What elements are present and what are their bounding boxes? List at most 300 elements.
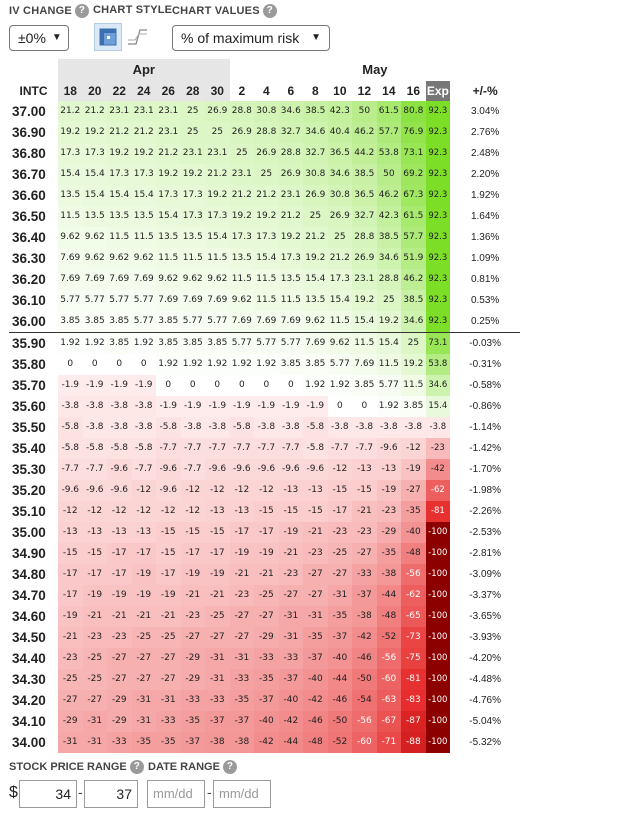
value-cell[interactable]: -13 xyxy=(107,522,132,543)
value-cell[interactable]: -38 xyxy=(377,564,402,585)
value-cell[interactable]: 19.2 xyxy=(205,185,230,206)
value-cell[interactable]: 11.5 xyxy=(352,333,377,355)
value-cell[interactable]: 57.7 xyxy=(401,227,426,248)
value-cell[interactable]: 13.5 xyxy=(107,206,132,227)
value-cell[interactable]: -23 xyxy=(230,585,255,606)
value-cell[interactable]: 21.2 xyxy=(107,122,132,143)
value-cell[interactable]: -27 xyxy=(401,480,426,501)
value-cell[interactable]: -31 xyxy=(58,732,83,753)
value-cell[interactable]: 5.77 xyxy=(107,290,132,311)
value-cell[interactable]: -83 xyxy=(401,690,426,711)
value-cell[interactable]: -9.6 xyxy=(107,459,132,480)
value-cell[interactable]: -27 xyxy=(132,648,157,669)
value-cell[interactable]: -3.8 xyxy=(132,417,157,438)
value-cell[interactable]: 7.69 xyxy=(58,269,83,290)
value-cell[interactable]: 34.6 xyxy=(279,101,304,122)
value-cell[interactable]: 7.69 xyxy=(230,311,255,333)
value-cell[interactable]: 3.85 xyxy=(156,333,181,355)
value-cell[interactable]: -35 xyxy=(303,627,328,648)
value-cell[interactable]: -23 xyxy=(377,501,402,522)
value-cell[interactable]: -17 xyxy=(230,522,255,543)
value-cell[interactable]: -9.6 xyxy=(205,459,230,480)
value-cell[interactable]: 36.5 xyxy=(352,185,377,206)
value-cell[interactable]: 3.85 xyxy=(279,354,304,375)
expiration-header[interactable]: Exp xyxy=(426,81,451,101)
value-cell[interactable]: 34.6 xyxy=(426,375,451,396)
value-cell[interactable]: 11.5 xyxy=(230,269,255,290)
value-cell[interactable]: 21.2 xyxy=(58,101,83,122)
value-cell[interactable]: 17.3 xyxy=(83,143,108,164)
value-cell[interactable]: 67.3 xyxy=(401,185,426,206)
value-cell[interactable]: 92.3 xyxy=(426,101,451,122)
value-cell[interactable]: 17.3 xyxy=(254,227,279,248)
day-header[interactable]: 12 xyxy=(352,81,377,101)
value-cell[interactable]: -17 xyxy=(181,543,206,564)
value-cell[interactable]: -1.9 xyxy=(83,375,108,396)
value-cell[interactable]: 46.2 xyxy=(377,185,402,206)
value-cell[interactable]: -5.8 xyxy=(58,438,83,459)
value-cell[interactable]: -27 xyxy=(303,585,328,606)
value-cell[interactable]: -27 xyxy=(230,627,255,648)
value-cell[interactable]: 13.5 xyxy=(303,290,328,311)
value-cell[interactable]: -35 xyxy=(377,543,402,564)
value-cell[interactable]: -42 xyxy=(426,459,451,480)
value-cell[interactable]: 1.92 xyxy=(83,333,108,355)
value-cell[interactable]: -25 xyxy=(83,669,108,690)
value-cell[interactable]: -67 xyxy=(377,711,402,732)
value-cell[interactable]: -17 xyxy=(58,564,83,585)
value-cell[interactable]: -37 xyxy=(303,648,328,669)
value-cell[interactable]: 23.1 xyxy=(156,122,181,143)
value-cell[interactable]: -19 xyxy=(377,480,402,501)
value-cell[interactable]: 19.2 xyxy=(107,143,132,164)
value-cell[interactable]: -81 xyxy=(401,669,426,690)
value-cell[interactable]: 19.2 xyxy=(58,122,83,143)
value-cell[interactable]: -1.9 xyxy=(254,396,279,417)
value-cell[interactable]: 32.7 xyxy=(279,122,304,143)
value-cell[interactable]: -27 xyxy=(303,564,328,585)
value-cell[interactable]: 34.6 xyxy=(303,122,328,143)
value-cell[interactable]: 1.92 xyxy=(254,354,279,375)
value-cell[interactable]: -62 xyxy=(401,585,426,606)
value-cell[interactable]: -1.9 xyxy=(107,375,132,396)
value-cell[interactable]: 25 xyxy=(303,206,328,227)
value-cell[interactable]: -40 xyxy=(303,669,328,690)
value-cell[interactable]: 0 xyxy=(58,354,83,375)
value-cell[interactable]: 15.4 xyxy=(107,185,132,206)
value-cell[interactable]: -44 xyxy=(328,669,353,690)
value-cell[interactable]: 9.62 xyxy=(83,227,108,248)
day-header[interactable]: 20 xyxy=(83,81,108,101)
value-cell[interactable]: 26.9 xyxy=(352,248,377,269)
value-cell[interactable]: 50 xyxy=(352,101,377,122)
value-cell[interactable]: 17.3 xyxy=(181,206,206,227)
iv-change-select[interactable]: ±0% ▼ xyxy=(9,25,69,51)
value-cell[interactable]: 13.5 xyxy=(230,248,255,269)
value-cell[interactable]: 53.8 xyxy=(377,143,402,164)
value-cell[interactable]: -15 xyxy=(181,522,206,543)
value-cell[interactable]: -3.8 xyxy=(401,417,426,438)
value-cell[interactable]: 11.5 xyxy=(181,248,206,269)
value-cell[interactable]: 92.3 xyxy=(426,290,451,311)
value-cell[interactable]: -71 xyxy=(377,732,402,753)
value-cell[interactable]: 92.3 xyxy=(426,269,451,290)
price-to-input[interactable]: 37 xyxy=(84,780,138,808)
value-cell[interactable]: -19 xyxy=(107,585,132,606)
value-cell[interactable]: 11.5 xyxy=(279,290,304,311)
value-cell[interactable]: 19.2 xyxy=(303,248,328,269)
value-cell[interactable]: 32.7 xyxy=(352,206,377,227)
value-cell[interactable]: 5.77 xyxy=(279,333,304,355)
value-cell[interactable]: -9.6 xyxy=(254,459,279,480)
value-cell[interactable]: -3.8 xyxy=(279,417,304,438)
value-cell[interactable]: 1.92 xyxy=(205,354,230,375)
value-cell[interactable]: -25 xyxy=(205,606,230,627)
value-cell[interactable]: -27 xyxy=(352,543,377,564)
value-cell[interactable]: -21 xyxy=(254,564,279,585)
value-cell[interactable]: -46 xyxy=(303,711,328,732)
value-cell[interactable]: -1.9 xyxy=(303,396,328,417)
value-cell[interactable]: 7.69 xyxy=(132,269,157,290)
value-cell[interactable]: -9.6 xyxy=(156,459,181,480)
value-cell[interactable]: 11.5 xyxy=(254,290,279,311)
day-header[interactable]: 4 xyxy=(254,81,279,101)
value-cell[interactable]: -19 xyxy=(132,564,157,585)
value-cell[interactable]: 28.8 xyxy=(352,227,377,248)
value-cell[interactable]: -12 xyxy=(181,501,206,522)
value-cell[interactable]: 19.2 xyxy=(254,206,279,227)
value-cell[interactable]: -48 xyxy=(377,606,402,627)
value-cell[interactable]: -27 xyxy=(205,627,230,648)
value-cell[interactable]: 34.6 xyxy=(401,311,426,333)
value-cell[interactable]: 7.69 xyxy=(254,311,279,333)
value-cell[interactable]: -7.7 xyxy=(205,438,230,459)
value-cell[interactable]: 3.85 xyxy=(303,354,328,375)
value-cell[interactable]: 73.1 xyxy=(401,143,426,164)
value-cell[interactable]: -12 xyxy=(83,501,108,522)
value-cell[interactable]: 23.1 xyxy=(107,101,132,122)
value-cell[interactable]: 0 xyxy=(230,375,255,396)
value-cell[interactable]: -27 xyxy=(107,669,132,690)
value-cell[interactable]: -3.8 xyxy=(328,417,353,438)
value-cell[interactable]: 46.2 xyxy=(401,269,426,290)
value-cell[interactable]: -40 xyxy=(279,690,304,711)
value-cell[interactable]: 19.2 xyxy=(83,122,108,143)
value-cell[interactable]: 7.69 xyxy=(107,269,132,290)
value-cell[interactable]: -21 xyxy=(352,501,377,522)
value-cell[interactable]: 5.77 xyxy=(377,375,402,396)
value-cell[interactable]: -27 xyxy=(58,690,83,711)
value-cell[interactable]: -29 xyxy=(377,522,402,543)
value-cell[interactable]: -54 xyxy=(352,690,377,711)
value-cell[interactable]: 17.3 xyxy=(58,143,83,164)
value-cell[interactable]: -27 xyxy=(132,669,157,690)
value-cell[interactable]: 13.5 xyxy=(156,227,181,248)
value-cell[interactable]: -15 xyxy=(328,480,353,501)
value-cell[interactable]: -7.7 xyxy=(181,459,206,480)
value-cell[interactable]: -15 xyxy=(303,501,328,522)
value-cell[interactable]: -17 xyxy=(58,585,83,606)
value-cell[interactable]: -38 xyxy=(205,732,230,753)
value-cell[interactable]: -56 xyxy=(377,648,402,669)
value-cell[interactable]: -12 xyxy=(205,480,230,501)
value-cell[interactable]: -29 xyxy=(254,627,279,648)
value-cell[interactable]: -7.7 xyxy=(352,438,377,459)
value-cell[interactable]: -12 xyxy=(58,501,83,522)
value-cell[interactable]: -23 xyxy=(83,627,108,648)
value-cell[interactable]: 0 xyxy=(279,375,304,396)
value-cell[interactable]: 15.4 xyxy=(303,269,328,290)
value-cell[interactable]: -3.8 xyxy=(83,396,108,417)
value-cell[interactable]: 15.4 xyxy=(205,227,230,248)
value-cell[interactable]: -9.6 xyxy=(279,459,304,480)
value-cell[interactable]: -33 xyxy=(156,711,181,732)
value-cell[interactable]: -21 xyxy=(303,522,328,543)
value-cell[interactable]: 5.77 xyxy=(254,333,279,355)
value-cell[interactable]: 0 xyxy=(83,354,108,375)
value-cell[interactable]: -1.9 xyxy=(279,396,304,417)
value-cell[interactable]: -5.8 xyxy=(132,438,157,459)
value-cell[interactable]: -31 xyxy=(205,669,230,690)
value-cell[interactable]: 17.3 xyxy=(181,185,206,206)
value-cell[interactable]: 17.3 xyxy=(205,206,230,227)
value-cell[interactable]: -29 xyxy=(107,690,132,711)
value-cell[interactable]: 19.2 xyxy=(132,143,157,164)
value-cell[interactable]: 0 xyxy=(181,375,206,396)
value-cell[interactable]: 9.62 xyxy=(303,311,328,333)
value-cell[interactable]: 23.1 xyxy=(279,185,304,206)
value-cell[interactable]: -65 xyxy=(401,606,426,627)
value-cell[interactable]: 9.62 xyxy=(205,269,230,290)
value-cell[interactable]: 17.3 xyxy=(156,185,181,206)
value-cell[interactable]: 9.62 xyxy=(156,269,181,290)
value-cell[interactable]: 23.1 xyxy=(205,143,230,164)
value-cell[interactable]: -15 xyxy=(83,543,108,564)
value-cell[interactable]: 15.4 xyxy=(58,164,83,185)
value-cell[interactable]: -17 xyxy=(328,501,353,522)
value-cell[interactable]: 7.69 xyxy=(156,290,181,311)
value-cell[interactable]: -31 xyxy=(132,711,157,732)
value-cell[interactable]: 25 xyxy=(205,122,230,143)
value-cell[interactable]: -27 xyxy=(230,606,255,627)
value-cell[interactable]: 26.9 xyxy=(328,206,353,227)
value-cell[interactable]: -88 xyxy=(401,732,426,753)
value-cell[interactable]: -48 xyxy=(303,732,328,753)
value-cell[interactable]: 5.77 xyxy=(132,290,157,311)
value-cell[interactable]: -9.6 xyxy=(83,480,108,501)
value-cell[interactable]: 9.62 xyxy=(230,290,255,311)
help-icon[interactable]: ? xyxy=(263,4,277,18)
value-cell[interactable]: 23.1 xyxy=(156,101,181,122)
value-cell[interactable]: -13 xyxy=(352,459,377,480)
value-cell[interactable]: 21.2 xyxy=(279,206,304,227)
value-cell[interactable]: 19.2 xyxy=(279,227,304,248)
value-cell[interactable]: -50 xyxy=(352,669,377,690)
value-cell[interactable]: -60 xyxy=(377,669,402,690)
value-cell[interactable]: -37 xyxy=(328,627,353,648)
value-cell[interactable]: -25 xyxy=(328,543,353,564)
value-cell[interactable]: -27 xyxy=(83,690,108,711)
value-cell[interactable]: -87 xyxy=(401,711,426,732)
value-cell[interactable]: -12 xyxy=(401,438,426,459)
value-cell[interactable]: -100 xyxy=(426,627,451,648)
value-cell[interactable]: -100 xyxy=(426,606,451,627)
value-cell[interactable]: -31 xyxy=(132,690,157,711)
value-cell[interactable]: 53.8 xyxy=(426,354,451,375)
value-cell[interactable]: 92.3 xyxy=(426,227,451,248)
value-cell[interactable]: -44 xyxy=(279,732,304,753)
value-cell[interactable]: -3.8 xyxy=(352,417,377,438)
value-cell[interactable]: -19 xyxy=(401,459,426,480)
value-cell[interactable]: -37 xyxy=(254,690,279,711)
value-cell[interactable]: -3.8 xyxy=(58,396,83,417)
value-cell[interactable]: -100 xyxy=(426,522,451,543)
value-cell[interactable]: -35 xyxy=(401,501,426,522)
value-cell[interactable]: -9.6 xyxy=(303,459,328,480)
value-cell[interactable]: -21 xyxy=(181,585,206,606)
value-cell[interactable]: -1.9 xyxy=(156,396,181,417)
value-cell[interactable]: 92.3 xyxy=(426,143,451,164)
help-icon[interactable]: ? xyxy=(75,4,89,18)
value-cell[interactable]: -9.6 xyxy=(377,438,402,459)
value-cell[interactable]: -5.8 xyxy=(156,417,181,438)
value-cell[interactable]: 3.85 xyxy=(107,311,132,333)
value-cell[interactable]: -63 xyxy=(377,690,402,711)
value-cell[interactable]: 25 xyxy=(230,143,255,164)
price-from-input[interactable]: 34 xyxy=(19,780,77,808)
value-cell[interactable]: 5.77 xyxy=(83,290,108,311)
value-cell[interactable]: -40 xyxy=(401,522,426,543)
value-cell[interactable]: 80.8 xyxy=(401,101,426,122)
value-cell[interactable]: 15.4 xyxy=(254,248,279,269)
value-cell[interactable]: -12 xyxy=(328,459,353,480)
value-cell[interactable]: 17.3 xyxy=(107,164,132,185)
value-cell[interactable]: -15 xyxy=(254,501,279,522)
value-cell[interactable]: -37 xyxy=(205,711,230,732)
value-cell[interactable]: 7.69 xyxy=(205,290,230,311)
value-cell[interactable]: 13.5 xyxy=(279,269,304,290)
value-cell[interactable]: -75 xyxy=(401,648,426,669)
value-cell[interactable]: 9.62 xyxy=(132,248,157,269)
value-cell[interactable]: -31 xyxy=(83,711,108,732)
value-cell[interactable]: 38.5 xyxy=(377,227,402,248)
value-cell[interactable]: -5.8 xyxy=(107,438,132,459)
value-cell[interactable]: 23.1 xyxy=(230,164,255,185)
value-cell[interactable]: 7.69 xyxy=(83,269,108,290)
value-cell[interactable]: 13.5 xyxy=(58,185,83,206)
value-cell[interactable]: 23.1 xyxy=(132,101,157,122)
value-cell[interactable]: -21 xyxy=(230,564,255,585)
value-cell[interactable]: -42 xyxy=(303,690,328,711)
value-cell[interactable]: 17.3 xyxy=(132,164,157,185)
value-cell[interactable]: 15.4 xyxy=(156,206,181,227)
value-cell[interactable]: -7.7 xyxy=(58,459,83,480)
value-cell[interactable]: -42 xyxy=(352,627,377,648)
value-cell[interactable]: -12 xyxy=(181,480,206,501)
value-cell[interactable]: 3.85 xyxy=(205,333,230,355)
value-cell[interactable]: -3.8 xyxy=(205,417,230,438)
value-cell[interactable]: -12 xyxy=(132,480,157,501)
value-cell[interactable]: -12 xyxy=(107,501,132,522)
value-cell[interactable]: -35 xyxy=(181,711,206,732)
value-cell[interactable]: -56 xyxy=(401,564,426,585)
value-cell[interactable]: -21 xyxy=(107,606,132,627)
value-cell[interactable]: -25 xyxy=(58,669,83,690)
value-cell[interactable]: -7.7 xyxy=(254,438,279,459)
value-cell[interactable]: 25 xyxy=(401,333,426,355)
value-cell[interactable]: 34.6 xyxy=(377,248,402,269)
value-cell[interactable]: -62 xyxy=(426,480,451,501)
value-cell[interactable]: 13.5 xyxy=(83,206,108,227)
value-cell[interactable]: -35 xyxy=(230,690,255,711)
value-cell[interactable]: 28.8 xyxy=(279,143,304,164)
value-cell[interactable]: -1.9 xyxy=(205,396,230,417)
value-cell[interactable]: 21.2 xyxy=(254,185,279,206)
help-icon[interactable]: ? xyxy=(130,760,144,774)
value-cell[interactable]: -7.7 xyxy=(328,438,353,459)
value-cell[interactable]: -19 xyxy=(254,543,279,564)
day-header[interactable]: 24 xyxy=(132,81,157,101)
value-cell[interactable]: 11.5 xyxy=(156,248,181,269)
value-cell[interactable]: -3.8 xyxy=(107,417,132,438)
value-cell[interactable]: -23 xyxy=(426,438,451,459)
value-cell[interactable]: 28.8 xyxy=(254,122,279,143)
value-cell[interactable]: -27 xyxy=(107,648,132,669)
value-cell[interactable]: 21.2 xyxy=(156,143,181,164)
value-cell[interactable]: -100 xyxy=(426,669,451,690)
value-cell[interactable]: -35 xyxy=(328,606,353,627)
value-cell[interactable]: -21 xyxy=(205,585,230,606)
value-cell[interactable]: -13 xyxy=(279,480,304,501)
value-cell[interactable]: -25 xyxy=(254,585,279,606)
value-cell[interactable]: 92.3 xyxy=(426,122,451,143)
value-cell[interactable]: 19.2 xyxy=(352,290,377,311)
value-cell[interactable]: 5.77 xyxy=(132,311,157,333)
value-cell[interactable]: 9.62 xyxy=(58,227,83,248)
day-header[interactable]: 10 xyxy=(328,81,353,101)
value-cell[interactable]: -27 xyxy=(328,564,353,585)
day-header[interactable]: 22 xyxy=(107,81,132,101)
value-cell[interactable]: 26.9 xyxy=(230,122,255,143)
value-cell[interactable]: 3.85 xyxy=(401,396,426,417)
value-cell[interactable]: -31 xyxy=(83,732,108,753)
value-cell[interactable]: 1.92 xyxy=(230,354,255,375)
value-cell[interactable]: 17.3 xyxy=(328,269,353,290)
value-cell[interactable]: -31 xyxy=(328,585,353,606)
value-cell[interactable]: -17 xyxy=(107,564,132,585)
value-cell[interactable]: -12 xyxy=(230,480,255,501)
value-cell[interactable]: -23 xyxy=(303,543,328,564)
value-cell[interactable]: 17.3 xyxy=(230,227,255,248)
value-cell[interactable]: 44.2 xyxy=(352,143,377,164)
day-header[interactable]: 30 xyxy=(205,81,230,101)
value-cell[interactable]: -37 xyxy=(181,732,206,753)
day-header[interactable]: 26 xyxy=(156,81,181,101)
value-cell[interactable]: 11.5 xyxy=(205,248,230,269)
value-cell[interactable]: -33 xyxy=(107,732,132,753)
value-cell[interactable]: -13 xyxy=(303,480,328,501)
value-cell[interactable]: -17 xyxy=(107,543,132,564)
value-cell[interactable]: 13.5 xyxy=(181,227,206,248)
help-icon[interactable]: ? xyxy=(223,760,237,774)
value-cell[interactable]: -7.7 xyxy=(181,438,206,459)
value-cell[interactable]: 15.4 xyxy=(132,185,157,206)
value-cell[interactable]: -100 xyxy=(426,648,451,669)
date-from-input[interactable]: mm/dd xyxy=(147,780,205,808)
day-header[interactable]: 28 xyxy=(181,81,206,101)
day-header[interactable]: 6 xyxy=(279,81,304,101)
value-cell[interactable]: -19 xyxy=(132,585,157,606)
